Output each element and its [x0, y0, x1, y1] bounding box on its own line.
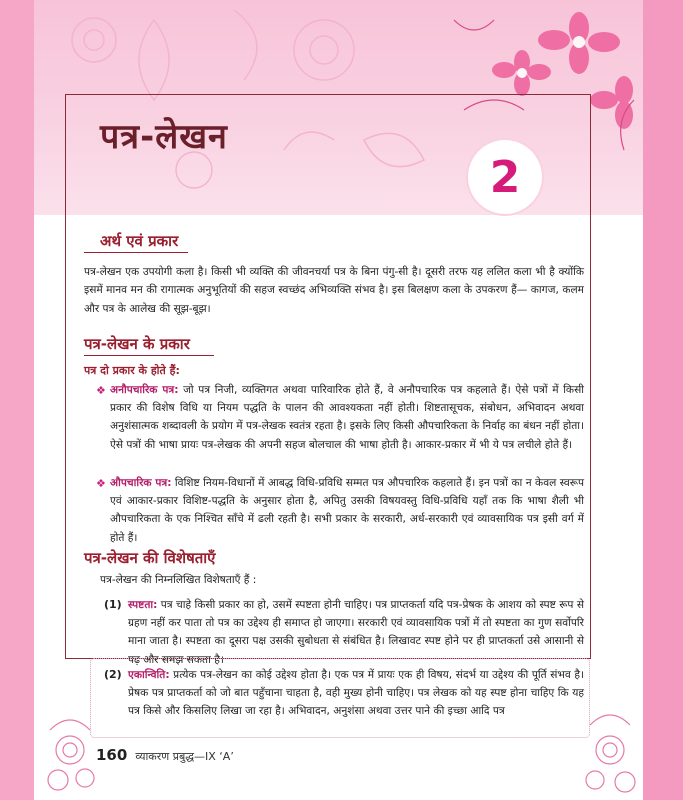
book-title: व्याकरण प्रबुद्ध—IX ‘A’	[135, 750, 234, 763]
item-label: एकान्विति:	[128, 669, 170, 681]
section-heading-types: पत्र-लेखन के प्रकार	[84, 335, 190, 353]
features-intro: पत्र-लेखन की निम्नलिखित विशेषताएँ हैं :	[100, 574, 257, 586]
page-title: पत्र-लेखन	[100, 117, 228, 157]
item-text: प्रत्येक पत्र-लेखन का कोई उद्देश्य होता है। एक पत्र में प्रायः एक ही विषय, संदर्भ या उद्देश्य की पूर्ति संभव है। प्रेषक पत्र प्राप्तकर्ता को जो बात पहुँचाना चाहता है, वही मुख्य होनी चाहिए। पत्र लेखक को यह स्पष्ट होना चाहिए कि यह पत्र किसे और किसलिए लिखा जा रहा है। अभिवादन, अनुशंसा अथवा उत्तर पाने की इच्छा आदि पत्र	[128, 669, 584, 718]
chapter-number-badge: 2	[468, 140, 542, 214]
bullet-diamond-icon: ❖	[96, 477, 106, 490]
item-label: औपचारिक पत्र:	[110, 477, 172, 489]
types-subheading: पत्र दो प्रकार के होते हैं:	[84, 364, 180, 377]
item-number: (1)	[104, 598, 122, 611]
page-number: 160	[96, 746, 128, 764]
bullet-diamond-icon: ❖	[96, 384, 106, 397]
list-item-informal	[110, 381, 584, 454]
right-margin-band	[643, 0, 683, 800]
heading-underline	[84, 355, 214, 356]
flower-decoration-icon	[34, 0, 643, 215]
list-item-formal	[110, 474, 584, 547]
page-footer	[96, 746, 234, 764]
item-label: अनौपचारिक पत्र:	[110, 384, 179, 396]
section-heading-features: पत्र-लेखन की विशेषताएँ	[84, 549, 216, 567]
item-number: (2)	[104, 668, 122, 681]
section-heading-meaning: अर्थ एवं प्रकार	[100, 232, 179, 250]
item-text: पत्र चाहे किसी प्रकार का हो, उसमें स्पष्टता होनी चाहिए। पत्र प्राप्तकर्ता यदि पत्र-प्रेषक के आशय को स्पष्ट रूप से ग्रहण नहीं कर पाता तो पत्र का उद्देश्य ही समाप्त हो जाएगा। सरकारी एवं व्यावसायिक पत्रों में तो स्पष्टता का गुण सर्वोपरि माना जाता है। स्पष्टता का दूसरा पक्ष उसकी सुबोधता से संबंधित है। लिखावट स्पष्ट होने पर ही प्राप्तकर्ता उसे आसानी से पढ़ और समझ सकता है।	[128, 599, 584, 666]
item-text: जो पत्र निजी, व्यक्तिगत अथवा पारिवारिक होते हैं, वे अनौपचारिक पत्र कहलाते हैं। ऐसे पत्रों में किसी प्रकार की विशेष विधि या नियम पद्धति के पालन की आवश्यकता नहीं होती। शिष्टतासूचक, संबोधन, अभिवादन अथवा अनुशंसात्मक शब्दावली के प्रयोग में पत्र-लेखक स्वतंत्र रहता है। इसके लिए किसी औपचारिकता के निर्वाह का बंधन नहीं होता। ऐसे पत्रों की भाषा प्रायः पत्र-लेखक की अपनी सहज बोलचाल की भाषा होती है। आकार-प्रकार में भी ये पत्र लचीले होते हैं।	[110, 384, 584, 451]
intro-paragraph: पत्र-लेखन एक उपयोगी कला है। किसी भी व्यक्ति की जीवनचर्या पत्र के बिना पंगु-सी है। दूसरी तरफ यह ललित कला भी है क्योंकि इसमें मानव मन की रागात्मक अनुभूतियों की सहज स्वच्छंद अभिव्यक्ति संभव है। इस बिलक्षण कला के उपकरण हैं— कागज, कलम और पत्र के आलेख की सूझ-बूझ।	[84, 266, 584, 315]
heading-underline	[84, 252, 188, 253]
feature-unity	[128, 666, 584, 721]
item-text: विशिष्ट नियम-विधानों में आबद्ध विधि-प्रविधि सम्मत पत्र औपचारिक कहलाते हैं। इन पत्रों का न केवल स्वरूप एवं आकार-प्रकार विशिष्ट-पद्धति के अनुसार होता है, अपितु उसकी विषयवस्तु विधि-प्रविधि यहाँ तक कि भाषा शैली भी औपचारिकता के एक निश्चित साँचे में ढली रहती है। सभी प्रकार के सरकारी, अर्ध-सरकारी एवं व्यावसायिक पत्र इसी वर्ग में होते हैं।	[110, 477, 585, 544]
item-label: स्पष्टता:	[128, 599, 158, 611]
left-margin-band	[0, 0, 34, 800]
